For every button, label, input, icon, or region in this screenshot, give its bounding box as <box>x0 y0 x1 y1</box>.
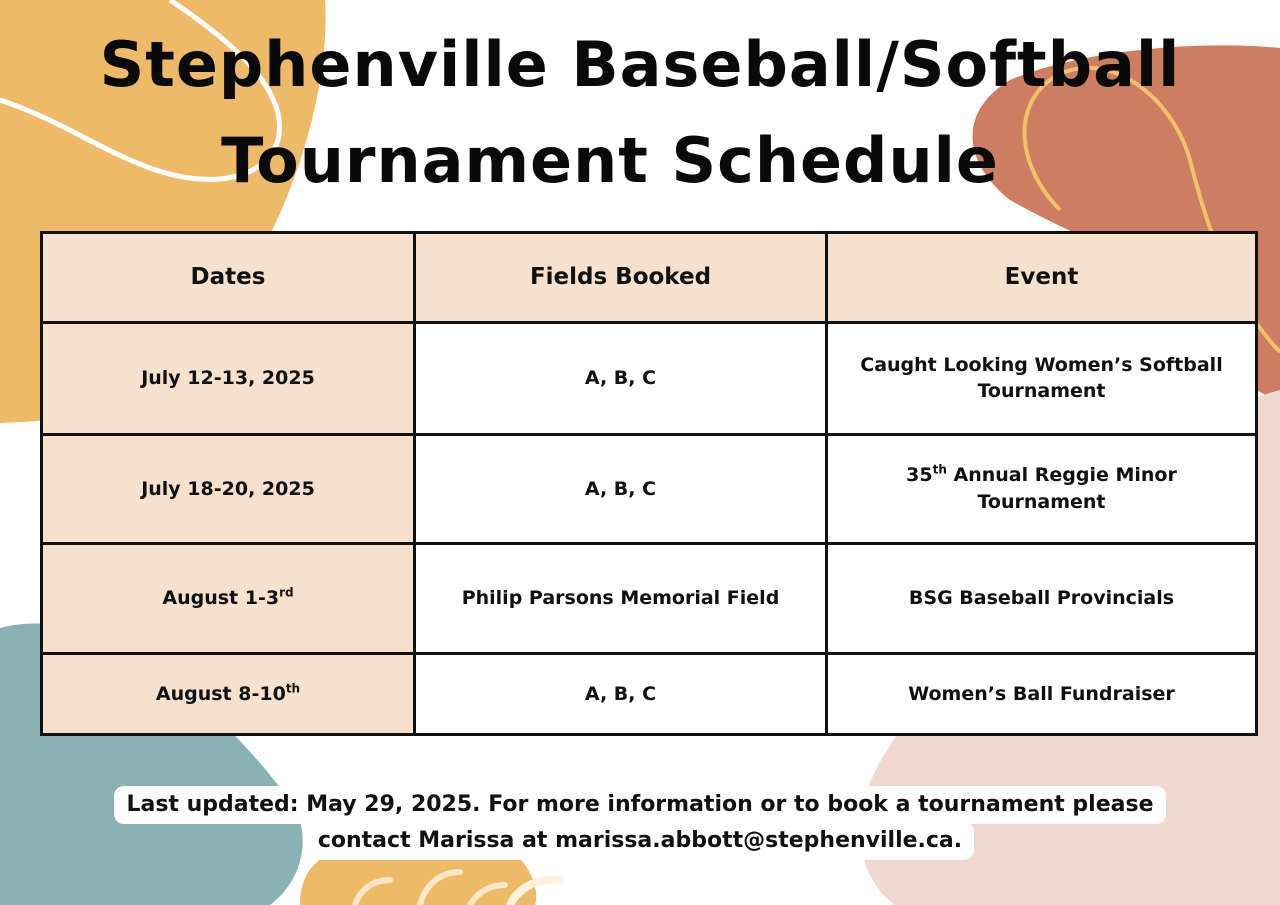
column-header-dates: Dates <box>42 233 415 323</box>
fields-cell: A, B, C <box>415 653 827 734</box>
event-cell: Women’s Ball Fundraiser <box>827 653 1257 734</box>
date-cell: August 1-3rd <box>42 544 415 654</box>
table-row <box>42 323 1257 435</box>
event-cell: Caught Looking Women’s Softball Tournament <box>827 323 1257 435</box>
footer-note <box>0 786 1280 860</box>
event-cell: 35th Annual Reggie Minor Tournament <box>827 434 1257 544</box>
footer-line1: Last updated: May 29, 2025. For more information or to book a tournament please <box>114 786 1165 824</box>
date-cell: August 8-10th <box>42 653 415 734</box>
fields-cell: A, B, C <box>415 434 827 544</box>
page-title-line1: Stephenville Baseball/Softball <box>99 28 1181 101</box>
fields-cell: A, B, C <box>415 323 827 435</box>
footer-line2-contact: contact Marissa at marissa.abbott@stephenville.ca. <box>306 822 974 860</box>
date-cell: July 18-20, 2025 <box>42 434 415 544</box>
event-cell: BSG Baseball Provincials <box>827 544 1257 654</box>
column-header-fields: Fields Booked <box>415 233 827 323</box>
column-header-event: Event <box>827 233 1257 323</box>
fields-cell: Philip Parsons Memorial Field <box>415 544 827 654</box>
table-row <box>42 434 1257 544</box>
table-header-row <box>42 233 1257 323</box>
table-row <box>42 544 1257 654</box>
date-cell: July 12-13, 2025 <box>42 323 415 435</box>
page-title-line2: Tournament Schedule <box>221 124 999 197</box>
schedule-table <box>40 231 1258 736</box>
table-row <box>42 653 1257 734</box>
